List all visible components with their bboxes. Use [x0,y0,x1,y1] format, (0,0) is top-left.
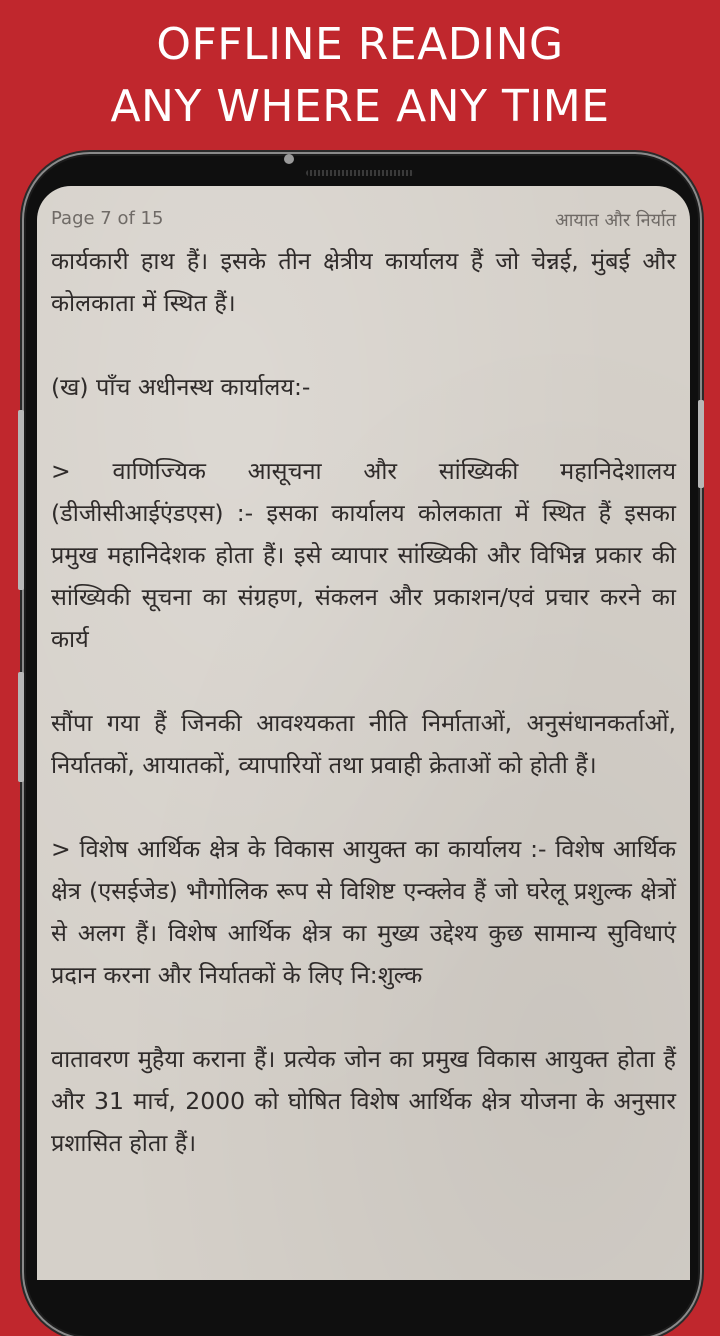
power-button [18,672,24,782]
reader-screen[interactable] [37,186,690,1280]
paragraph: सौंपा गया हैं जिनकी आवश्यकता नीति निर्माताओं, अनुसंधानकर्ताओं, निर्यातकों, आयातकों, व्यापारियों तथा प्रवाही क्रेताओं को होती हैं। [51,709,676,779]
chapter-title: आयात और निर्यात [555,210,676,231]
front-camera [284,154,294,164]
paragraph: > वाणिज्यिक आसूचना और सांख्यिकी महानिदेशालय (डीजीसीआईएंडएस) :- इसका कार्यालय कोलकाता में स्थित हैं इसका प्रमुख महानिदेशक होता हैं। इसे व्यापार सांख्यिकी और विभिन्न प्रकार की सांख्यिकी सूचना का संग्रहण, संकलन और प्रकाशन/एवं प्रचार करने का कार्य [51,457,676,653]
paragraph: वातावरण मुहैया कराना हैं। प्रत्येक जोन का प्रमुख विकास आयुक्त होता हैं और 31 मार्च, 2000 को घोषित विशेष आर्थिक क्षेत्र योजना के अनुसार प्रशासित होता हैं। [51,1045,676,1157]
volume-button [18,410,24,590]
paragraph: (ख) पाँच अधीनस्थ कार्यालय:- [51,373,311,401]
paragraph: कार्यकारी हाथ हैं। इसके तीन क्षेत्रीय कार्यालय हैं जो चेन्नई, मुंबई और कोलकाता में स्थित हैं। [51,247,676,317]
promo-line-1: OFFLINE READING [156,19,564,70]
promo-headline [0,14,720,138]
reader-content[interactable] [51,240,676,1206]
earpiece-speaker [306,170,414,176]
page-indicator: Page 7 of 15 [51,208,164,229]
side-button [698,400,704,488]
promo-line-2: ANY WHERE ANY TIME [110,81,610,132]
paragraph: > विशेष आर्थिक क्षेत्र के विकास आयुक्त का कार्यालय :- विशेष आर्थिक क्षेत्र (एसईजेड) भौगोलिक रूप से विशिष्ट एन्क्लेव हैं जो घरेलू प्रशुल्क क्षेत्रों से अलग हैं। विशेष आर्थिक क्षेत्र का मुख्य उद्देश्य कुछ सामान्य सुविधाएं प्रदान करना और निर्यातकों के लिए नि:शुल्क [51,835,676,989]
